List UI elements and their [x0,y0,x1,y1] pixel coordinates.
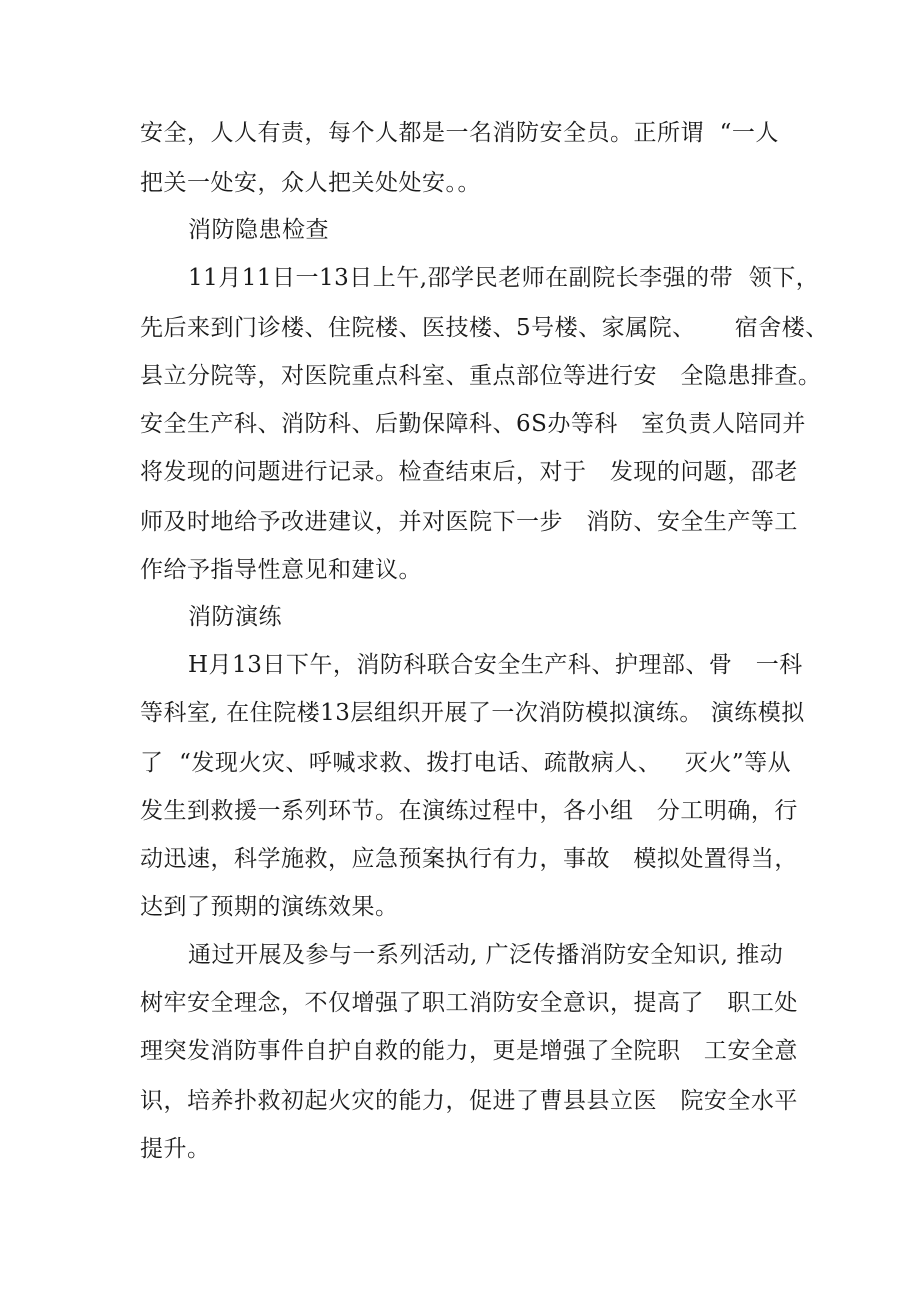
paragraph-line: 动迅速，科学施救，应急预案执行有力，事故 模拟处置得当， [140,846,798,872]
paragraph-line: 等科室, 在住院楼13层组织开展了一次消防模拟演练。 演练模拟 [140,700,805,726]
paragraph-line: 师及时地给予改进建议，并对医院下一步 消防、安全生产等工 [140,509,798,535]
paragraph-line: 树牢安全理念，不仅增强了职工消防安全意识，提高了 职工处 [140,990,798,1016]
paragraph-line: 县立分院等，对医院重点科室、重点部位等进行安 全隐患排查。 [140,363,822,389]
paragraph-line: 11月11日一13日上午,邵学民老师在副院长李强的带 领下， [188,265,820,291]
paragraph-line: 通过开展及参与一系列活动, 广泛传播消防安全知识, 推动 [188,942,784,968]
paragraph-line: 将发现的问题进行记录。检查结束后，对于 发现的问题，邵老 [140,459,798,485]
paragraph-line: 了 “发现火灾、呼喊求救、拨打电话、疏散病人、 灭火”等从 [140,750,792,776]
paragraph-line: 达到了预期的演练效果。 [140,894,399,920]
intro-line-1: 安全，人人有责，每个人都是一名消防安全员。正所谓 “一人 [140,120,779,146]
paragraph-line: 发生到救援一系列环节。在演练过程中，各小组 分工明确，行 [140,798,798,824]
section-heading-hazard-inspection: 消防隐患检查 [188,217,329,243]
paragraph-line: 提升。 [140,1136,211,1162]
paragraph-line: H月13日下午，消防科联合安全生产科、护理部、骨 一科 [188,652,803,678]
paragraph-line: 理突发消防事件自护自救的能力，更是增强了全院职 工安全意 [140,1038,798,1064]
section-heading-fire-drill: 消防演练 [188,604,282,630]
paragraph-line: 先后来到门诊楼、住院楼、医技楼、5号楼、家属院、 宿舍楼、 [140,315,829,341]
paragraph-line: 作给予指导性意见和建议。 [140,557,422,583]
paragraph-line: 识，培养扑救初起火灾的能力，促进了曹县县立医 院安全水平 [140,1088,798,1114]
paragraph-line: 安全生产科、消防科、后勤保障科、6S办等科 室负责人陪同并 [140,411,806,437]
intro-line-2: 把关一处安，众人把关处处安。。 [140,170,481,196]
